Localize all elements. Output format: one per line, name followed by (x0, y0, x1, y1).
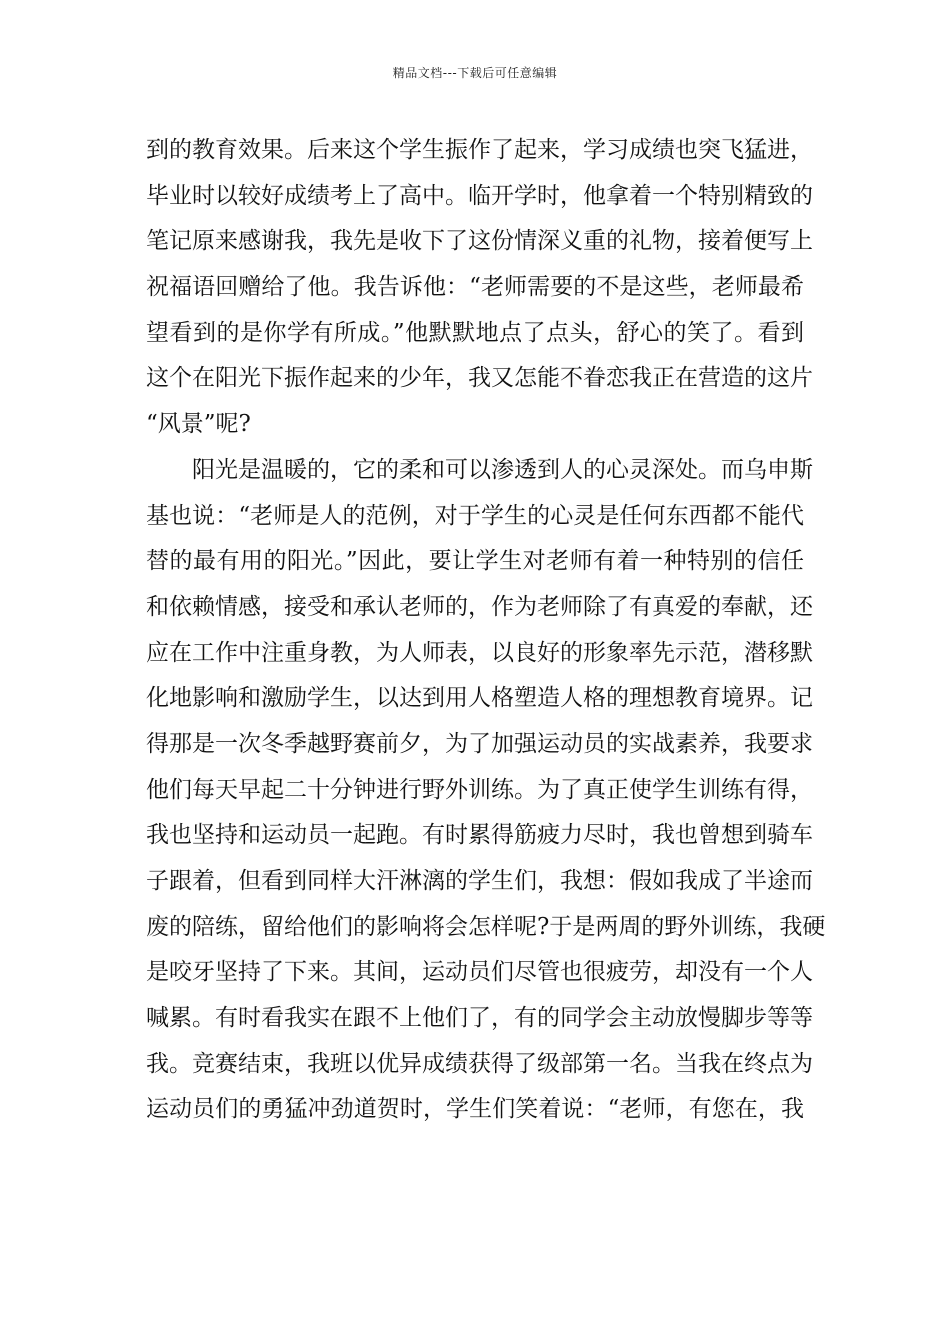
text-line: 和依赖情感，接受和承认老师的，作为老师除了有真爱的奉献，还 (146, 593, 813, 620)
text-line: “风景”呢? (146, 411, 251, 438)
text-line: 替的最有用的阳光。”因此，要让学生对老师有着一种特别的信任 (146, 548, 804, 575)
text-line: 他们每天早起二十分钟进行野外训练。为了真正使学生训练有得， (146, 776, 813, 803)
text-line: 基也说：“老师是人的范例，对于学生的心灵是任何东西都不能代 (146, 502, 804, 529)
text-line: 我。竞赛结束，我班以优异成绩获得了级部第一名。当我在终点为 (146, 1050, 813, 1077)
paragraph-1 (146, 128, 813, 448)
text-line: 毕业时以较好成绩考上了高中。临开学时，他拿着一个特别精致的 (146, 182, 813, 209)
text-line: 祝福语回赠给了他。我告诉他：“老师需要的不是这些，老师最希 (146, 274, 804, 301)
text-line: 废的陪练，留给他们的影响将会怎样呢?于是两周的野外训练，我硬 (146, 913, 826, 940)
text-line: 喊累。有时看我实在跟不上他们了，有的同学会主动放慢脚步等等 (146, 1005, 813, 1032)
text-line: 子跟着，但看到同样大汗淋漓的学生们，我想：假如我成了半途而 (146, 868, 813, 894)
page-header: 精品文档---下载后可任意编辑 (392, 66, 558, 80)
text-line: 阳光是温暖的，它的柔和可以渗透到人的心灵深处。而乌申斯 (192, 456, 813, 483)
text-line: 运动员们的勇猛冲劲道贺时，学生们笑着说：“老师，有您在，我 (146, 1096, 804, 1123)
text-line: 得那是一次冬季越野赛前夕，为了加强运动员的实战素养，我要求 (146, 730, 813, 757)
text-line: 这个在阳光下振作起来的少年，我又怎能不眷恋我正在营造的这片 (146, 365, 813, 392)
text-line: 望看到的是你学有所成。”他默默地点了点头，舒心的笑了。看到 (146, 319, 804, 346)
text-line: 我也坚持和运动员一起跑。有时累得筋疲力尽时，我也曾想到骑车 (146, 822, 813, 849)
paragraph-2 (146, 448, 826, 1133)
text-line: 应在工作中注重身教，为人师表，以良好的形象率先示范，潜移默 (146, 639, 813, 666)
body-text (146, 128, 826, 1133)
text-line: 到的教育效果。后来这个学生振作了起来，学习成绩也突飞猛进， (146, 137, 813, 163)
text-line: 是咬牙坚持了下来。其间，运动员们尽管也很疲劳，却没有一个人 (146, 959, 813, 986)
text-line: 笔记原来感谢我，我先是收下了这份情深义重的礼物，接着便写上 (146, 228, 813, 255)
text-line: 化地影响和激励学生，以达到用人格塑造人格的理想教育境界。记 (146, 685, 813, 712)
